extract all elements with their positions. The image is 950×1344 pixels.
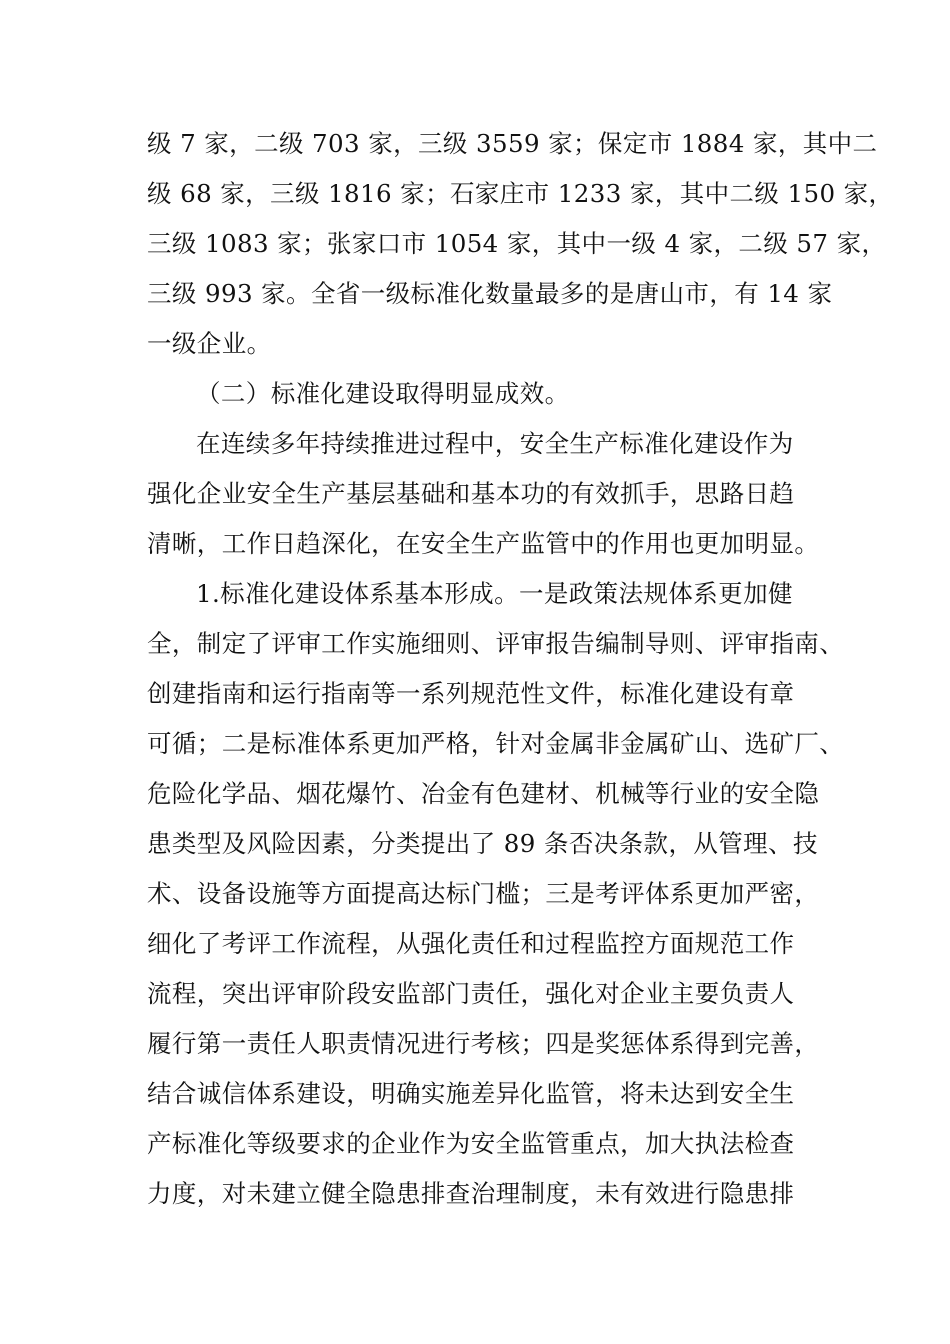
text-line: 履行第一责任人职责情况进行考核；四是奖惩体系得到完善， [147,1029,820,1058]
paragraph-first-line: 在连续多年持续推进过程中，安全生产标准化建设作为 [196,429,794,458]
text-line: 全，制定了评审工作实施细则、评审报告编制导则、评审指南、 [147,629,845,658]
text-line: 可循；二是标准体系更加严格，针对金属非金属矿山、选矿厂、 [147,729,845,758]
text-line: 级 68 家，三级 1816 家；石家庄市 1233 家，其中二级 150 家， [147,179,894,208]
text-line: 创建指南和运行指南等一系列规范性文件，标准化建设有章 [147,679,795,708]
text-line: 清晰，工作日趋深化，在安全生产监管中的作用也更加明显。 [147,529,820,558]
text-line: 产标准化等级要求的企业作为安全监管重点，加大执法检查 [147,1129,795,1158]
text-line: 细化了考评工作流程，从强化责任和过程监控方面规范工作 [147,929,795,958]
text-line: 三级 993 家。全省一级标准化数量最多的是唐山市，有 14 家 [147,279,833,308]
text-line: 流程，突出评审阶段安监部门责任，强化对企业主要负责人 [147,979,795,1008]
text-line: 危险化学品、烟花爆竹、冶金有色建材、机械等行业的安全隐 [147,779,820,808]
text-line: 力度，对未建立健全隐患排查治理制度，未有效进行隐患排 [147,1179,795,1208]
text-line: 结合诚信体系建设，明确实施差异化监管，将未达到安全生 [147,1079,795,1108]
text-line: 一级企业。 [147,329,272,358]
text-line: 三级 1083 家；张家口市 1054 家，其中一级 4 家，二级 57 家， [147,229,887,258]
text-line: 术、设备设施等方面提高达标门槛；三是考评体系更加严密， [147,879,820,908]
section-heading: （二）标准化建设取得明显成效。 [196,379,570,408]
text-line: 患类型及风险因素，分类提出了 89 条否决条款，从管理、技 [147,829,818,858]
text-line: 强化企业安全生产基层基础和基本功的有效抓手，思路日趋 [147,479,795,508]
text-line: 级 7 家，二级 703 家，三级 3559 家；保定市 1884 家，其中二 [147,129,878,158]
paragraph-first-line: 1.标准化建设体系基本形成。一是政策法规体系更加健 [196,579,793,608]
